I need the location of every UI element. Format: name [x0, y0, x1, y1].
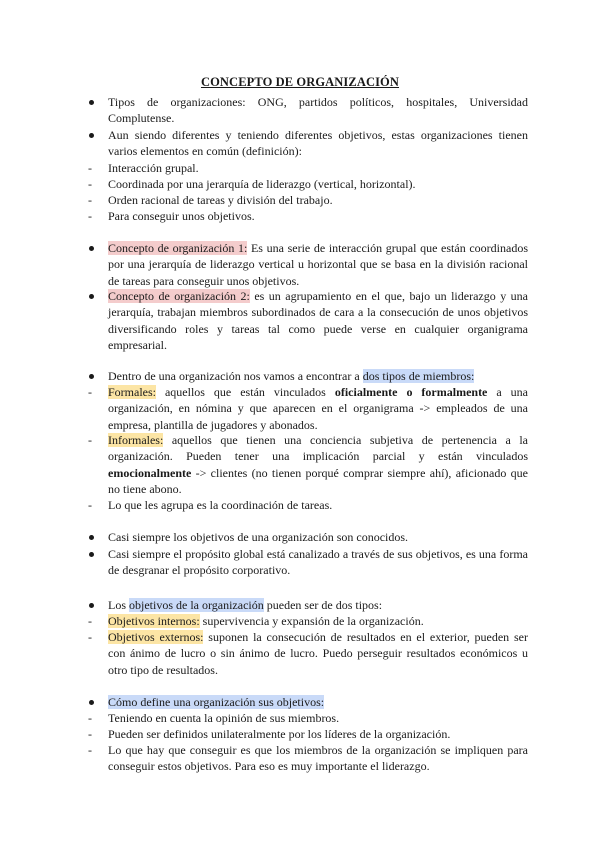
bullet-item: Concepto de organización 2: es un agrupamiento en el que, bajo un liderazgo y una jerarquía, trabajan miembros subordinados de cara a la consecución de unos objetivos diversificando roles y tareas tal como puede verse en cualquier organigrama empresarial. — [88, 288, 528, 354]
bullet-item: Casi siempre el propósito global está canalizado a través de sus objetivos, es una forma de desgranar el propósito corporativo. — [88, 546, 528, 579]
dash-item: - Pueden ser definidos unilateralmente por los líderes de la organización. — [88, 727, 451, 741]
bullet-icon — [89, 603, 94, 608]
bullet-item — [88, 694, 528, 710]
dash-item: - Objetivos externos: suponen la consecución de resultados en el exterior, pueden ser con ánimo de lucro o sin ánimo de lucro. Puedo perseguir resultados económicos u otro tipo de resultados. — [88, 630, 528, 677]
bullet-item: Tipos de organizaciones: ONG, partidos políticos, hospitales, Universidad Complutense. — [88, 94, 528, 127]
dash-item: - Orden racional de tareas y división del trabajo. — [88, 193, 333, 207]
bullet-icon — [89, 700, 94, 705]
dash-icon: - — [88, 385, 92, 399]
dash-icon: - — [88, 498, 92, 512]
dash-item: - Para conseguir unos objetivos. — [88, 209, 255, 223]
dash-icon: - — [88, 161, 92, 175]
dash-item: - Lo que les agrupa es la coordinación de tareas. — [88, 498, 333, 512]
informales-label: Informales: — [108, 433, 164, 447]
dash-item: - Objetivos internos: supervivencia y expansión de la organización. — [88, 614, 424, 628]
bullet-item: Concepto de organización 1: Es una serie de interacción grupal que están coordinados por una jerarquía de liderazgo vertical u horizontal que se basa en la división racional de tareas para conseguir unos objetivos. — [88, 240, 528, 289]
dash-icon: - — [88, 177, 92, 191]
dash-item: - Teniendo en cuenta la opinión de sus miembros. — [88, 711, 340, 725]
bullet-icon — [89, 246, 94, 251]
dash-icon: - — [88, 727, 92, 741]
dash-icon: - — [88, 209, 92, 223]
dash-icon: - — [88, 711, 92, 725]
objetivos-highlight: objetivos de la organización — [129, 598, 264, 612]
bullet-icon — [89, 552, 94, 557]
concept-2-label: Concepto de organización 2: — [108, 289, 250, 303]
dash-item: - Lo que hay que conseguir es que los miembros de la organización se impliquen para conseguir estos objetivos. Para eso es muy importante el liderazgo. — [88, 743, 528, 774]
bullet-icon — [89, 535, 94, 540]
objetivos-internos-label: Objetivos internos: — [108, 614, 200, 628]
dash-item: - Coordinada por una jerarquía de liderazgo (vertical, horizontal). — [88, 177, 416, 191]
bullet-item: Los objetivos de la organización pueden ser de dos tipos: — [88, 597, 528, 613]
bullet-icon — [89, 374, 94, 379]
dash-icon: - — [88, 614, 92, 628]
bullet-item: Dentro de una organización nos vamos a encontrar a dos tipos de miembros: — [88, 368, 528, 384]
bullet-icon — [89, 294, 94, 299]
bullet-item: Casi siempre los objetivos de una organización son conocidos. — [88, 529, 528, 545]
dash-item: - Formales: aquellos que están vinculados oficialmente o formalmente a una organización, en nómina y que aparecen en el organigrama -> empleados de una empresa, plantilla de jugadores y abonados. — [88, 385, 528, 432]
dash-icon: - — [88, 743, 92, 757]
dash-icon: - — [88, 630, 92, 644]
members-highlight: dos tipos de miembros: — [362, 369, 475, 383]
concept-1-label: Concepto de organización 1: — [108, 241, 248, 255]
objetivos-externos-label: Objetivos externos: — [108, 630, 204, 644]
page-title: CONCEPTO DE ORGANIZACIÓN — [200, 75, 400, 89]
question-highlight: Cómo define una organización sus objetivos: — [108, 695, 325, 709]
dash-icon: - — [88, 193, 92, 207]
dash-item: - Interacción grupal. — [88, 161, 199, 175]
bullet-item: Aun siendo diferentes y teniendo diferentes objetivos, estas organizaciones tienen varios elementos en común (definición): — [88, 127, 528, 160]
dash-item: - Informales: aquellos que tienen una conciencia subjetiva de pertenencia a la organización. Pueden tener una implicación parcial y están vinculados emocionalmente -> clientes (no tienen porqué comprar siempre ahí), aficionado que no tiene abono. — [88, 433, 528, 497]
formales-label: Formales: — [108, 385, 156, 399]
bullet-icon — [89, 100, 94, 105]
bullet-icon — [89, 133, 94, 138]
dash-icon: - — [88, 433, 92, 447]
